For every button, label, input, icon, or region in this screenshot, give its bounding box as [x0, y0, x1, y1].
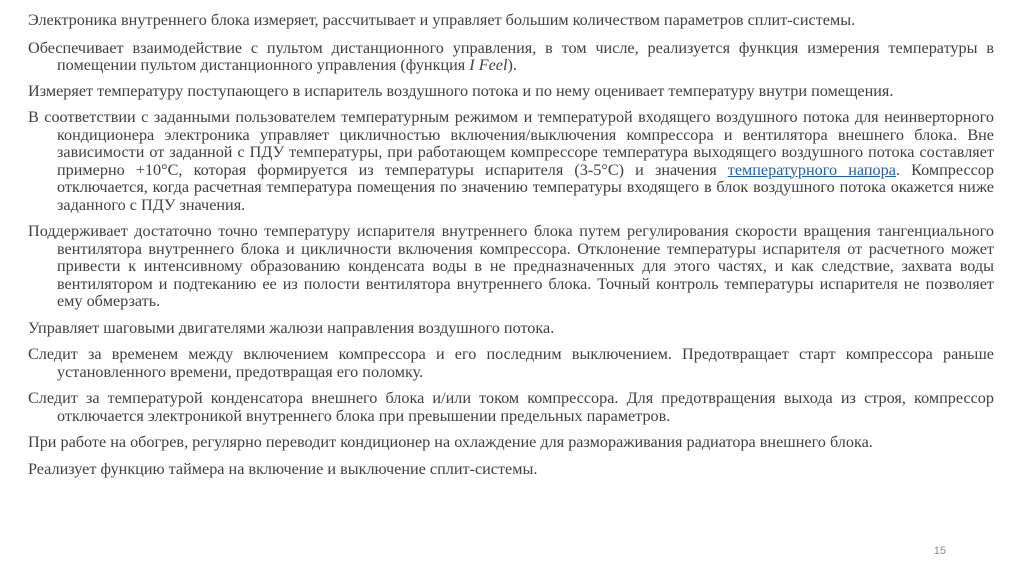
paragraph-louvers: Управляет шаговыми двигателями жалюзи направления воздушного потока. [28, 318, 555, 337]
page-number: 15 [933, 545, 946, 557]
slide-body [28, 12, 994, 487]
paragraph-evaporator-control: Поддерживает достаточно точно температуру испарителя внутреннего блока путем регулирования скорости вращения тангенциального вентилятора внутреннего блока и цикличности включения компрессора. Отклонение температуры испарителя от расчетного может привести к интенсивному образованию конденсата воды в не предназначенных для этого частях, и как следствие, захвата воды вентилятором и подтеканию ее из полости вентилятора внутреннего блока. Точный контроль температуры испарителя не позволяет ему обмерзать. [28, 222, 994, 310]
temperature-head-link[interactable]: температурного напора [727, 160, 896, 179]
paragraph-text: . Компрессор отключается, когда расчетная температура помещения по значению температуры входящего в блок воздушного потока окажется ниже заданного с ПДУ значения. [57, 160, 994, 214]
paragraph-compressor-timing: Следит за временем между включением компрессора и его последним выключением. Предотвращает старт компрессора раньше установленного времени, предотвращая его поломку. [28, 345, 994, 381]
paragraph-text: ). [507, 56, 517, 74]
paragraph-text: Обеспечивает взаимодействие с пультом дистанционного управления, в том числе, реализуется функция измерения температуры в помещении пультом дистанционного управления (функция [28, 38, 994, 74]
paragraph-timer: Реализует функцию таймера на включение и выключение сплит-системы. [28, 459, 538, 478]
paragraph-defrost: При работе на обогрев, регулярно переводит кондиционер на охлаждение для размораживания радиатора внешнего блока. [28, 433, 873, 451]
paragraph-intro: Электроника внутреннего блока измеряет, рассчитывает и управляет большим количеством параметров сплит-системы. [28, 11, 856, 29]
paragraph-inlet-temperature: Измеряет температуру поступающего в испаритель воздушного потока и по нему оценивает температуру внутри помещения. [28, 81, 894, 100]
paragraph-compressor-cycling [28, 109, 994, 214]
paragraph-text: В соответствии с заданными пользователем температурным режимом и температурой входящего воздушного потока для неинверторного кондиционера электроника управляет цикличностью включения/выключения компрессора и вентилятора внешнего блока. Вне зависимости от заданной с ПДУ температуры, при работающем компрессоре температура выходящего воздушного потока составляет примерно +10°С, которая формируется из температуры испарителя (3-5°С) и значения [28, 108, 994, 179]
paragraph-remote-control [28, 40, 994, 75]
paragraph-condenser-protection: Следит за температурой конденсатора внешнего блока и/или током компрессора. Для предотвращения выхода из строя, компрессор отключается электроникой внутреннего блока при превышении предельных параметров. [28, 389, 994, 425]
i-feel-term: I Feel [469, 56, 508, 74]
